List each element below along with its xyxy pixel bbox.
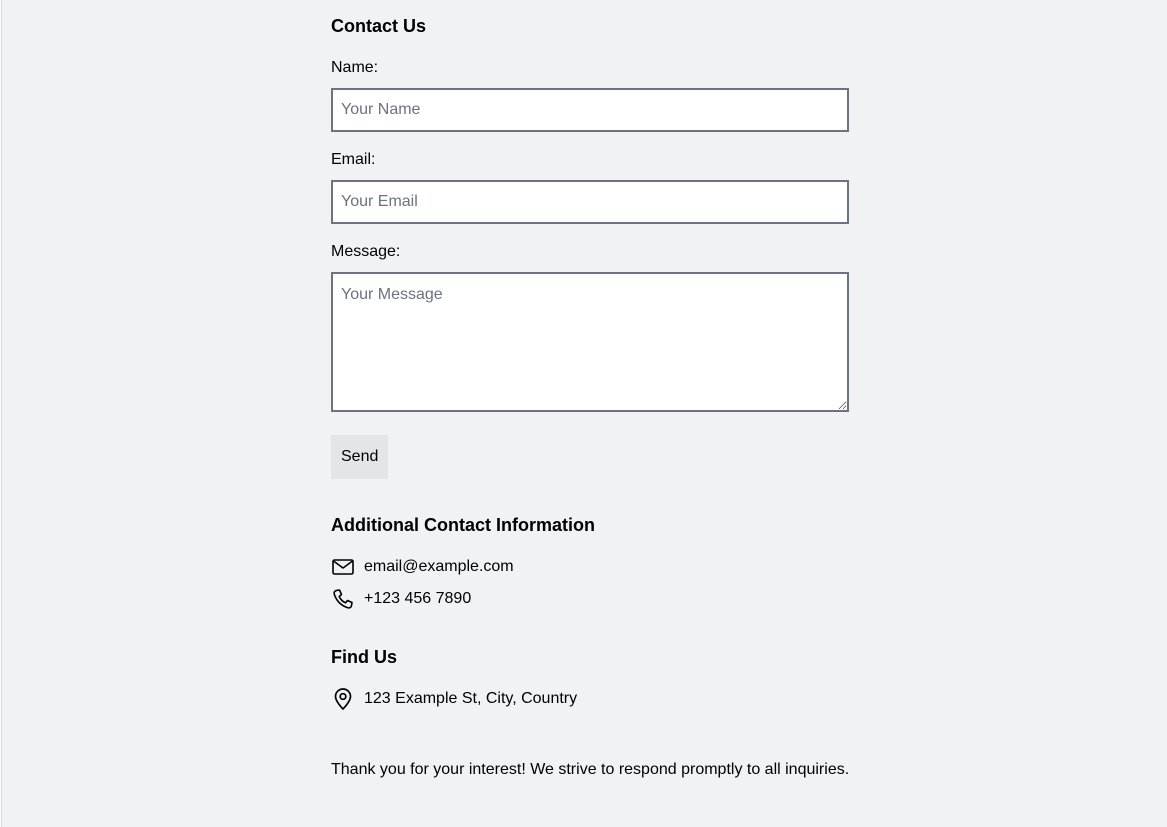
phone-icon <box>331 587 355 611</box>
name-label: Name: <box>331 59 379 76</box>
email-input[interactable] <box>331 180 849 224</box>
name-input[interactable] <box>331 88 849 132</box>
page-background <box>1 0 1167 827</box>
phone-info-row <box>331 587 471 611</box>
contact-title: Contact Us <box>331 16 427 36</box>
mail-icon <box>331 555 355 579</box>
additional-info-title: Additional Contact Information <box>331 515 595 535</box>
message-label: Message: <box>331 243 401 260</box>
address-text: 123 Example St, City, Country <box>364 690 578 707</box>
send-button[interactable]: Send <box>331 435 388 479</box>
phone-link[interactable]: +123 456 7890 <box>364 590 472 607</box>
address-info-row <box>331 687 577 711</box>
email-label: Email: <box>331 151 376 168</box>
message-textarea[interactable] <box>331 272 849 412</box>
email-link[interactable]: email@example.com <box>364 558 514 575</box>
thank-you-note: Thank you for your interest! We strive to respond promptly to all inquiries. <box>331 761 850 778</box>
find-us-title: Find Us <box>331 647 397 667</box>
email-info-row <box>331 555 514 579</box>
map-pin-icon <box>331 687 355 711</box>
